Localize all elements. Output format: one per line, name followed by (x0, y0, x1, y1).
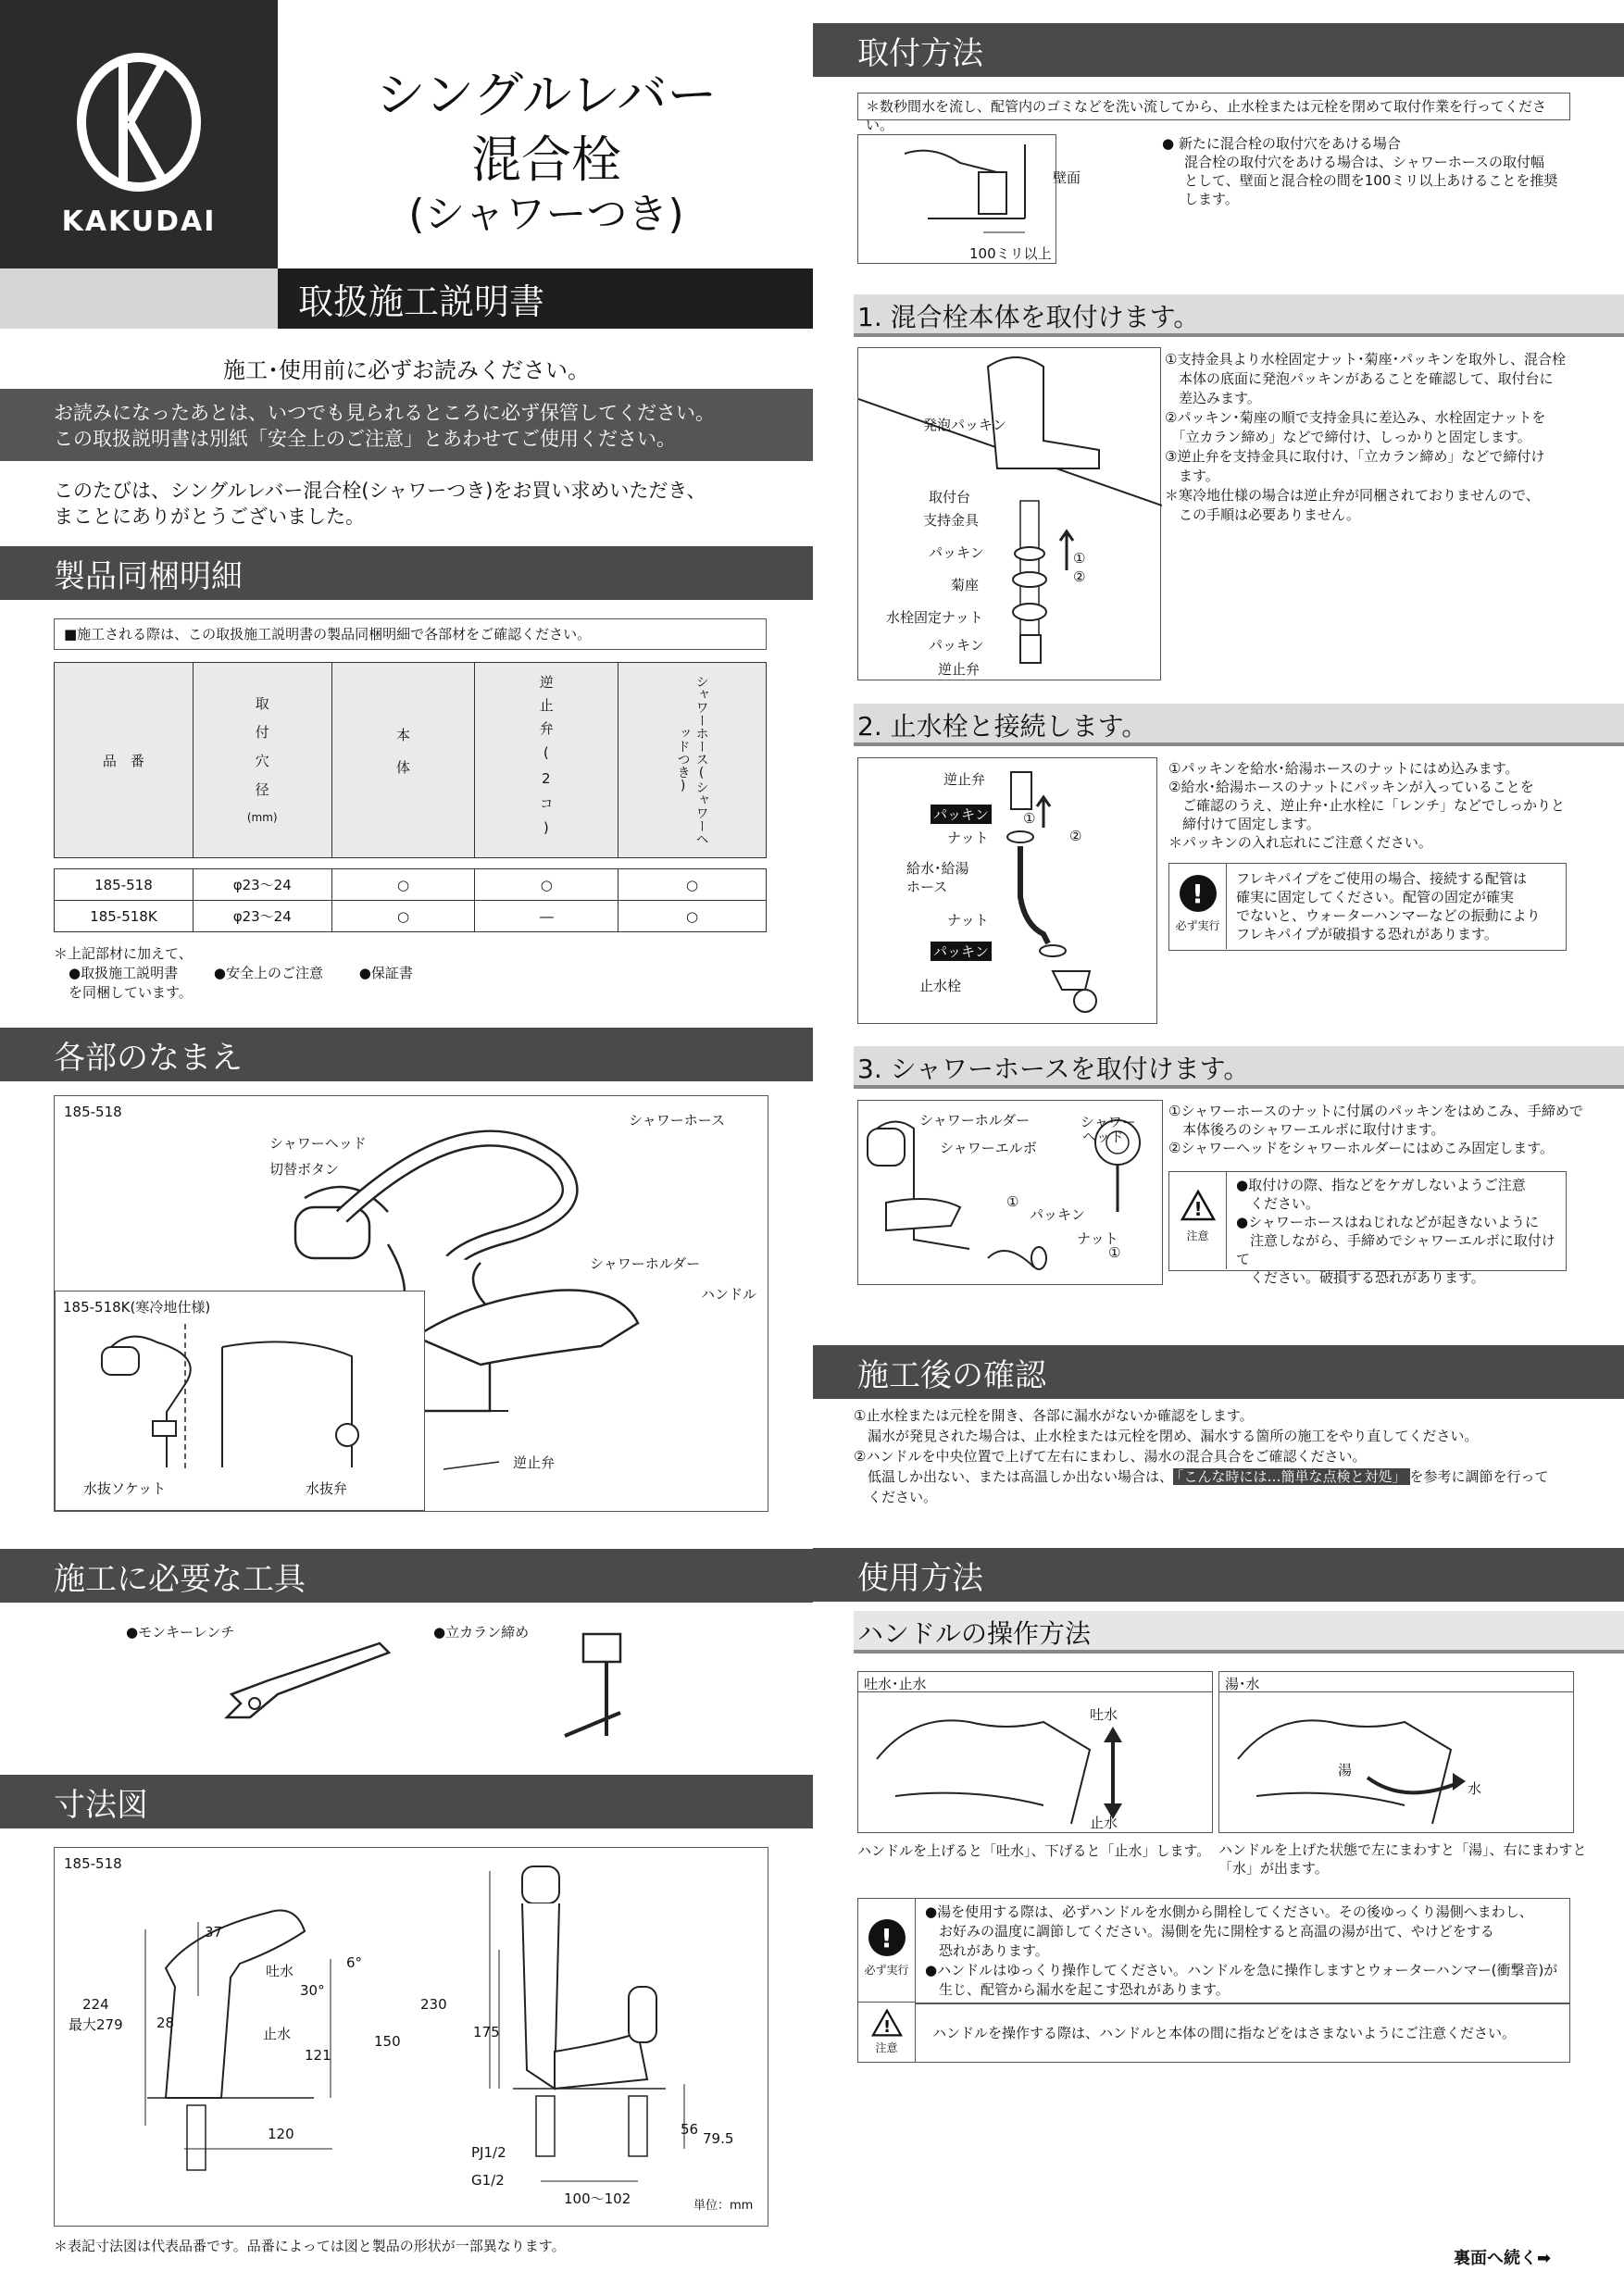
step1-label: 発泡パッキン (923, 417, 1006, 433)
dim-100-102: 100～102 (564, 2190, 631, 2207)
cell-check-valve: ○ (475, 869, 618, 901)
dim-56: 56 (681, 2121, 699, 2138)
step3-label-nut: ナット (1077, 1230, 1118, 1247)
contents-footer (54, 944, 413, 1003)
usage-panel2-caption-line2: 「水」が出ます。 (1218, 1860, 1329, 1877)
usage-panel1-caption: ハンドルを上げると「吐水」、下げると「止水」します。 (857, 1842, 1211, 1859)
step3-label-holder: シャワーホルダー (919, 1112, 1031, 1129)
step2-warn-line: でないと、ウォーターハンマーなどの振動により (1236, 907, 1541, 924)
step2-line: 締付けて固定します。 (1168, 816, 1320, 832)
thanks-line2: まことにありがとうございました。 (54, 505, 365, 528)
step2-label-packing-text: パッキン (933, 806, 989, 823)
cell-body: ○ (331, 869, 475, 901)
step1-title: 1. 混合栓本体を取付けます。 (857, 302, 1200, 332)
dim-6deg: 6° (346, 1954, 363, 1971)
step1-label: 菊座 (951, 577, 980, 593)
cell-part-no: 185-518 (55, 869, 194, 901)
dim-max279: 最大279 (69, 2016, 123, 2033)
step3-caution-text (1236, 1176, 1566, 1287)
step3-caution-box (1168, 1171, 1567, 1286)
caution-triangle-icon (870, 2008, 904, 2038)
manual-label-bg (0, 268, 278, 329)
usage-must-text (925, 1903, 1557, 2000)
manual-label-text: 取扱施工説明書 (298, 281, 545, 322)
header-check-valve-text: 逆止弁(2コ) (537, 675, 555, 845)
section-install-title: 取付方法 (857, 34, 983, 72)
step2-label-check-valve: 逆止弁 (943, 771, 986, 788)
flush-note-text: ＊数秒間水を流し、配管内のゴミなどを洗い流してから、止水栓または元栓を閉めて取付作業を行ってください。 (866, 98, 1547, 133)
dim-unit: 単位：mm (693, 2199, 754, 2213)
label-check-valve: 逆止弁 (513, 1454, 556, 1471)
step2-num-2: ② (1069, 828, 1082, 844)
step2-warning-box (1168, 863, 1567, 951)
step3-text (1168, 1102, 1583, 1157)
step3-label-head1: シャワー (1081, 1114, 1136, 1130)
section-tools (0, 1549, 813, 1603)
step2-warn-line: 確実に固定してください。配管の固定が確実 (1236, 889, 1515, 905)
notice-box (0, 389, 813, 461)
step2-label-stop-valve: 止水栓 (919, 978, 962, 994)
dim-30deg: 30° (300, 1982, 325, 1999)
dim-g: G1/2 (471, 2172, 505, 2189)
hand-rotate-illustration (1219, 1694, 1575, 1833)
usage-panel2-caption (1218, 1841, 1587, 1878)
product-title-line3: (シャワーつき) (408, 191, 684, 238)
footer-item: ●安全上のご注意 (213, 965, 323, 981)
footer-item: ●取扱施工説明書 (69, 965, 179, 981)
step1-line: ②パッキン･菊座の順で支持金具に差込み、水栓固定ナットを (1165, 409, 1546, 426)
svg-text:!: ! (1193, 1198, 1203, 1220)
header-check-valve (475, 663, 618, 858)
step3-warn-line: ●取付けの際、指などをケガしないようご注意 (1236, 1177, 1526, 1193)
dim-37: 37 (205, 1924, 223, 1940)
step2-label-nut2: ナット (947, 912, 989, 929)
usage-must-line: 生じ、配管から漏水を起こす恐れがあります。 (925, 1981, 1230, 1998)
step2-line: ご確認のうえ、逆止弁･止水栓に「レンチ」などでしっかりと (1168, 797, 1566, 814)
caution-triangle-icon (1180, 1189, 1217, 1222)
step1-line: この手順は必要ありません。 (1165, 506, 1360, 523)
step3-heading (854, 1046, 1624, 1089)
step2-must-cell (1169, 864, 1227, 949)
dim-224: 224 (82, 1996, 109, 2013)
wall-label: 壁面 (1053, 169, 1081, 186)
step3-figure (857, 1100, 1163, 1285)
table-row (55, 901, 767, 932)
must-do-icon: ! (1180, 875, 1217, 912)
step1-line: 本体の底面に発泡パッキンがあることを確認して、取付台に (1165, 370, 1554, 387)
parts-model: 185-518 (64, 1104, 122, 1120)
step2-heading (854, 704, 1624, 746)
table-row (55, 869, 767, 901)
section-after-check (813, 1345, 1624, 1399)
cell-hose: ○ (618, 901, 767, 932)
section-parts-title: 各部のなまえ (54, 1039, 243, 1077)
step1-label: 水栓固定ナット (886, 609, 983, 626)
wall-figure (857, 134, 1081, 264)
dim-150: 150 (374, 2033, 401, 2050)
contents-note-text: ■施工される際は、この取扱施工説明書の製品同梱明細で各部材をご確認ください。 (64, 626, 592, 643)
dim-230: 230 (420, 1996, 447, 2013)
label-shower-holder: シャワーホルダー (590, 1255, 701, 1272)
contents-note (54, 618, 767, 650)
header-part-no-text: 品 番 (102, 752, 144, 769)
wall-100-label: 100ミリ以上 (969, 245, 1052, 262)
after-check-line4a: 低温しか出ない、または高温しか出ない場合は、 (854, 1468, 1174, 1485)
label-drain-valve: 水抜弁 (306, 1480, 348, 1497)
label-switch-button: 切替ボタン (269, 1161, 340, 1178)
kakudai-logo-icon (72, 51, 206, 194)
next-page-text: 裏面へ続く (1454, 2249, 1537, 2268)
header-part-no (55, 663, 194, 858)
cell-body: ○ (331, 901, 475, 932)
after-check-reference: 「こんな時には…簡単な点検と対処」 (1173, 1468, 1410, 1485)
usage-must-cell (858, 1899, 916, 2003)
step2-line: ②給水･給湯ホースのナットにパッキンが入っていることを (1168, 779, 1534, 795)
step1-num-1: ① (1073, 550, 1086, 567)
usage-must-line: お好みの温度に調節してください。湯側を先に開栓すると高温の湯が出て、やけどをする (925, 1923, 1494, 1940)
handle-title: ハンドルの操作方法 (857, 1618, 1092, 1649)
header-body-text: 本体 (394, 728, 411, 792)
cell-hole: φ23～24 (193, 901, 331, 932)
usage-panel2-caption-line1: ハンドルを上げた状態で左にまわすと「湯」、右にまわすと (1218, 1841, 1587, 1858)
contents-footer-line2: を同梱しています。 (69, 984, 193, 1001)
after-check-line: ①止水栓または元栓を開き、各部に漏水がないか確認をします。 (854, 1407, 1254, 1424)
step1-text (1165, 350, 1566, 525)
usage-must-line: ●ハンドルはゆっくり操作してください。ハンドルを急に操作しますとウォーターハンマー(衝撃音)が (925, 1962, 1558, 1978)
step2-label-packing2 (931, 942, 992, 961)
cell-check-valve: ― (475, 901, 618, 932)
usage-panel1-up: 吐水 (1090, 1706, 1118, 1723)
usage-caution-label: 注意 (875, 2041, 898, 2054)
section-after-check-title: 施工後の確認 (857, 1356, 1046, 1394)
usage-divider (916, 2003, 1569, 2004)
step1-line: 差込みます。 (1165, 390, 1261, 406)
step3-warn-line: ください。 (1236, 1195, 1320, 1212)
manual-label (278, 268, 813, 329)
usage-panel2-cold: 水 (1468, 1780, 1482, 1797)
usage-panel1-title: 吐水･止水 (858, 1672, 1212, 1692)
after-check-text (854, 1405, 1549, 1507)
step3-num-1b: ① (1108, 1244, 1121, 1261)
dim-79-5: 79.5 (703, 2130, 734, 2147)
next-page-indicator (1454, 2245, 1551, 2269)
step1-line: ＊寒冷地仕様の場合は逆止弁が同梱されておりませんので、 (1165, 487, 1540, 504)
brand-logo-block (0, 0, 278, 268)
tool-caran-label: ●立カラン締め (433, 1624, 530, 1641)
usage-must-label: 必ず実行 (864, 1964, 909, 1977)
must-do-icon: ! (868, 1919, 906, 1956)
header-body (331, 663, 475, 858)
usage-caution-text: ハンドルを操作する際は、ハンドルと本体の間に指などをはさまないようにご注意ください。 (932, 2025, 1517, 2041)
contents-footer-items (54, 964, 413, 983)
tool-wrench-label: ●モンキーレンチ (126, 1624, 235, 1641)
parts-figure-box (54, 1095, 768, 1512)
step3-label-packing: パッキン (1030, 1206, 1085, 1223)
dim-121: 121 (305, 2047, 331, 2064)
step2-title: 2. 止水栓と接続します。 (857, 711, 1148, 742)
svg-text:!: ! (882, 2017, 891, 2037)
read-before-text: 施工･使用前に必ずお読みください。 (223, 357, 590, 383)
step1-label: パッキン (929, 544, 984, 561)
label-handle: ハンドル (701, 1286, 757, 1303)
step2-label-packing2-text: パッキン (933, 943, 989, 960)
step1-label: 支持金具 (923, 512, 980, 529)
step1-line: 「立カラン締め」などで締付け、しっかりと固定します。 (1165, 429, 1531, 445)
usage-panel2-title: 湯･水 (1219, 1672, 1573, 1692)
step1-figure (857, 347, 1161, 680)
contents-header-table (54, 662, 767, 858)
step3-line: 本体後ろのシャワーエルボに取付けます。 (1168, 1121, 1445, 1138)
arrow-right-icon: ➡ (1537, 2249, 1552, 2268)
usage-must-line: 恐れがあります。 (925, 1942, 1049, 1959)
dimension-drawing (55, 1848, 769, 2227)
step1-num-2: ② (1073, 568, 1086, 585)
label-shower-hose: シャワーホース (629, 1112, 725, 1129)
dim-120: 120 (268, 2126, 294, 2142)
section-contents-title: 製品同梱明細 (54, 557, 243, 595)
dim-175: 175 (473, 2024, 500, 2040)
notice-line2: この取扱説明書は別紙「安全上のご注意」とあわせてご使用ください。 (54, 428, 676, 450)
step2-illustration (858, 758, 1158, 1025)
hand-up-down-illustration (858, 1694, 1214, 1833)
dimensions-figure-box (54, 1847, 768, 2227)
step3-num-1a: ① (1006, 1193, 1019, 1210)
dim-stop: 止水 (263, 2026, 292, 2042)
step3-label-head2: ヘッド (1082, 1129, 1125, 1145)
step3-caution-label: 注意 (1186, 1229, 1209, 1242)
header-hole-unit: (mm) (246, 811, 278, 824)
after-check-line: ②ハンドルを中央位置で上げて左右にまわし、湯水の混合具合をご確認ください。 (854, 1448, 1367, 1465)
after-check-line4c: を参考に調節を行って (1409, 1468, 1549, 1485)
cell-part-no: 185-518K (55, 901, 194, 932)
step2-num-1: ① (1023, 810, 1036, 827)
step2-label-hose2: ホース (906, 879, 948, 895)
step2-line: ①パッキンを給水･給湯ホースのナットにはめ込みます。 (1168, 760, 1519, 777)
brand-name: KAKUDAI (61, 206, 217, 238)
usage-caution-cell (858, 2003, 916, 2062)
step1-line: ③逆止弁を支持金具に取付け、「立カラン締め」などで締付け (1165, 448, 1545, 465)
usage-must-box (857, 1898, 1570, 2063)
section-usage (813, 1548, 1624, 1602)
step1-label: 取付台 (929, 489, 971, 505)
section-dimensions (0, 1775, 813, 1828)
section-usage-title: 使用方法 (857, 1559, 983, 1597)
after-check-line: ください。 (854, 1489, 938, 1505)
step1-label: パッキン (929, 637, 984, 654)
step1-line: ①支持金具より水栓固定ナット･菊座･パッキンを取外し、混合栓 (1165, 351, 1567, 368)
footer-item: ●保証書 (358, 965, 413, 981)
step3-line: ②シャワーヘッドをシャワーホルダーにはめこみ固定します。 (1168, 1140, 1555, 1156)
label-shower-head: シャワーヘッド (269, 1135, 367, 1152)
header-hole-text: 取付穴径 (253, 696, 270, 811)
flush-note (857, 93, 1570, 133)
cold-model-label: 185-518K(寒冷地仕様) (63, 1299, 211, 1316)
section-contents (0, 546, 813, 600)
step2-warn-line: フレキパイプが破損する恐れがあります。 (1236, 926, 1498, 942)
product-title-line2: 混合栓 (471, 131, 621, 189)
step3-line: ①シャワーホースのナットに付属のパッキンをはめこみ、手締めで (1168, 1103, 1583, 1119)
step3-title: 3. シャワーホースを取付けます。 (857, 1054, 1250, 1084)
contents-footer-line1: ＊上記部材に加えて、 (54, 945, 193, 962)
section-tools-title: 施工に必要な工具 (54, 1560, 306, 1598)
new-hole-text (1162, 134, 1557, 208)
step2-line: ＊パッキンの入れ忘れにご注意ください。 (1168, 834, 1432, 851)
step1-label: 逆止弁 (938, 661, 981, 678)
section-install (813, 23, 1624, 77)
step2-warn-line: フレキパイプをご使用の場合、接続する配管は (1236, 870, 1527, 887)
label-drain-socket: 水抜ソケット (83, 1480, 167, 1497)
step1-illustration (858, 348, 1162, 681)
step1-heading (854, 294, 1624, 337)
header-hose (618, 663, 767, 858)
handle-heading (854, 1611, 1624, 1653)
cold-model-illustration (74, 1319, 417, 1477)
thanks-line1: このたびは、シングルレバー混合栓(シャワーつき)をお買い求めいただき、 (54, 480, 706, 502)
step2-text (1168, 759, 1565, 852)
usage-must-line: ●湯を使用する際は、必ずハンドルを水側から開栓してください。その後ゆっくり湯側へまわし、 (925, 1903, 1533, 1920)
dim-model: 185-518 (64, 1855, 122, 1872)
step3-warn-line: ください。破損する恐れがあります。 (1236, 1269, 1485, 1286)
step3-label-elbow: シャワーエルボ (940, 1140, 1037, 1156)
step3-caution-cell (1169, 1172, 1227, 1269)
thanks-text (54, 478, 706, 530)
product-title-line1: シングルレバー (375, 66, 718, 124)
step2-must-label: 必ず実行 (1175, 919, 1220, 932)
header-hole (193, 663, 331, 858)
header-hose-text: シャワーホース(シャワーヘッドつき) (675, 675, 709, 845)
cell-hole: φ23～24 (193, 869, 331, 901)
dim-pj: PJ1/2 (471, 2144, 506, 2161)
caran-wrench-icon (556, 1625, 648, 1754)
step2-warning-text (1236, 869, 1541, 943)
step2-label-hose: 給水･給湯 (906, 860, 969, 877)
dim-28: 28 (156, 2015, 175, 2031)
dim-spout: 吐水 (266, 1963, 294, 1979)
dim-footnote: ＊表記寸法図は代表品番です。品番によっては図と製品の形状が一部異なります。 (54, 2238, 566, 2254)
usage-panel1-down: 止水 (1090, 1815, 1118, 1831)
step3-warn-line: ●シャワーホースはねじれなどが起きないように (1236, 1214, 1540, 1230)
cell-hose: ○ (618, 869, 767, 901)
usage-panel2-hot: 湯 (1338, 1762, 1353, 1778)
new-hole-line: ● 新たに混合栓の取付穴をあける場合 (1162, 135, 1401, 152)
section-parts (0, 1028, 813, 1081)
new-hole-line: 混合栓の取付穴をあける場合は、シャワーホースの取付幅 (1184, 154, 1544, 170)
step2-figure (857, 757, 1157, 1024)
usage-panel-2 (1218, 1671, 1574, 1833)
wrench-icon (213, 1629, 398, 1731)
step2-label-nut: ナット (947, 830, 989, 846)
usage-panel-1 (857, 1671, 1213, 1833)
section-dimensions-title: 寸法図 (54, 1786, 148, 1824)
step1-line: ます。 (1165, 468, 1219, 484)
cold-model-inset (55, 1291, 425, 1511)
notice-line1: お読みになったあとは、いつでも見られるところに必ず保管してください。 (54, 402, 715, 424)
step2-label-packing (931, 805, 992, 824)
contents-data-table (54, 868, 767, 932)
new-hole-line: します。 (1184, 191, 1239, 207)
new-hole-line: として、壁面と混合栓の間を100ミリ以上あけることを推奨 (1184, 172, 1558, 189)
after-check-line: 漏水が発見された場合は、止水栓または元栓を閉め、漏水する箇所の施工をやり直してください。 (854, 1428, 1479, 1444)
step3-warn-line: 注意しながら、手締めでシャワーエルボに取付けて (1236, 1232, 1555, 1267)
after-check-line (854, 1466, 1549, 1487)
